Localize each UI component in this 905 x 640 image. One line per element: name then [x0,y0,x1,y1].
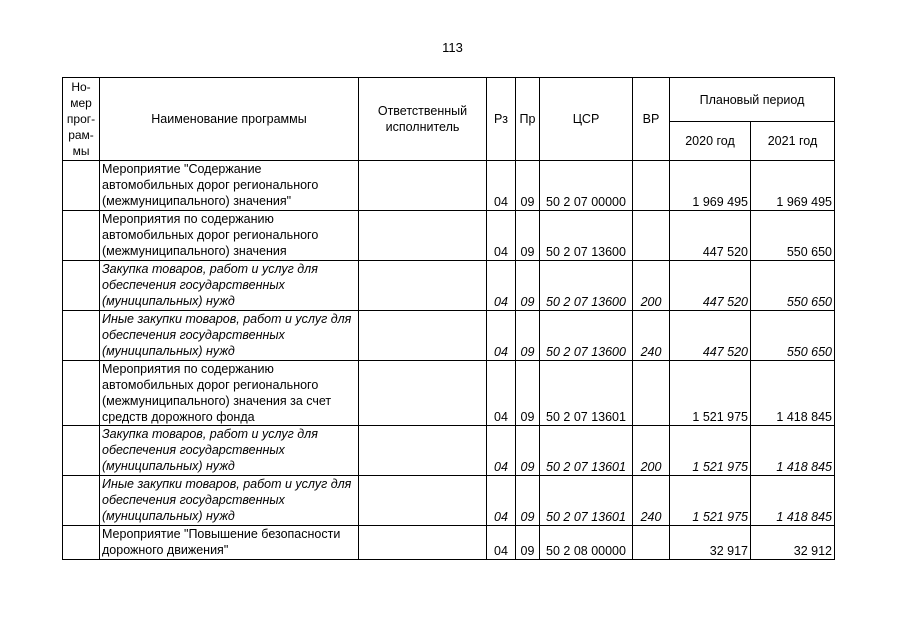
header-csr: ЦСР [540,78,633,161]
cell-vr: 200 [633,426,670,476]
cell-pr: 09 [516,476,540,526]
header-program-name: Наименование программы [100,78,359,161]
cell-2020: 447 520 [670,261,751,311]
header-executor: Ответственный исполнитель [359,78,487,161]
cell-2021: 1 418 845 [751,361,835,426]
cell-rz: 04 [487,261,516,311]
cell-2021: 550 650 [751,211,835,261]
cell-2020: 1 521 975 [670,426,751,476]
cell-rz: 04 [487,526,516,560]
cell-vr: 240 [633,311,670,361]
cell-pr: 09 [516,426,540,476]
table-row [63,361,835,426]
cell-csr: 50 2 08 00000 [540,526,633,560]
cell-vr [633,161,670,211]
cell-rz: 04 [487,476,516,526]
header-program-number: Но- мер прог- рам- мы [63,78,100,161]
table-row [63,261,835,311]
header-year-2020: 2020 год [670,122,751,161]
cell-csr: 50 2 07 13601 [540,476,633,526]
cell-vr [633,211,670,261]
cell-program-name: Мероприятия по содержанию автомобильных дорог регионального (межмуниципального) значения за счет средств дорожного фонда [100,361,359,426]
cell-2020: 1 969 495 [670,161,751,211]
cell-rz: 04 [487,311,516,361]
cell-program-number [63,211,100,261]
cell-program-number [63,361,100,426]
cell-program-number [63,476,100,526]
cell-2020: 1 521 975 [670,476,751,526]
cell-2021: 32 912 [751,526,835,560]
cell-program-name: Закупка товаров, работ и услуг для обеспечения государственных (муниципальных) нужд [100,426,359,476]
cell-rz: 04 [487,211,516,261]
cell-executor [359,311,487,361]
cell-program-number [63,526,100,560]
cell-vr [633,526,670,560]
cell-2021: 1 418 845 [751,476,835,526]
cell-pr: 09 [516,261,540,311]
cell-2020: 32 917 [670,526,751,560]
cell-vr [633,361,670,426]
cell-csr: 50 2 07 13600 [540,261,633,311]
cell-executor [359,211,487,261]
cell-executor [359,161,487,211]
cell-program-number [63,311,100,361]
cell-pr: 09 [516,211,540,261]
cell-program-name: Иные закупки товаров, работ и услуг для обеспечения государственных (муниципальных) нужд [100,311,359,361]
cell-csr: 50 2 07 13601 [540,426,633,476]
cell-csr: 50 2 07 00000 [540,161,633,211]
cell-executor [359,261,487,311]
cell-2021: 1 418 845 [751,426,835,476]
cell-executor [359,361,487,426]
cell-program-name: Иные закупки товаров, работ и услуг для обеспечения государственных (муниципальных) нужд [100,476,359,526]
cell-executor [359,476,487,526]
cell-program-number [63,161,100,211]
cell-vr: 200 [633,261,670,311]
cell-2021: 550 650 [751,311,835,361]
cell-pr: 09 [516,161,540,211]
table-row [63,426,835,476]
table-row [63,476,835,526]
cell-program-number [63,426,100,476]
header-planning-period: Плановый период [670,78,835,122]
cell-program-number [63,261,100,311]
cell-program-name: Мероприятие "Содержание автомобильных дорог регионального (межмуниципального) значения" [100,161,359,211]
cell-rz: 04 [487,426,516,476]
cell-csr: 50 2 07 13601 [540,361,633,426]
cell-csr: 50 2 07 13600 [540,311,633,361]
cell-program-name: Мероприятие "Повышение безопасности дорожного движения" [100,526,359,560]
cell-csr: 50 2 07 13600 [540,211,633,261]
cell-executor [359,526,487,560]
cell-pr: 09 [516,311,540,361]
header-rz: Рз [487,78,516,161]
table-row [63,211,835,261]
table-row [63,526,835,560]
cell-program-name: Мероприятия по содержанию автомобильных дорог регионального (межмуниципального) значения [100,211,359,261]
header-pr: Пр [516,78,540,161]
cell-executor [359,426,487,476]
header-year-2021: 2021 год [751,122,835,161]
cell-rz: 04 [487,161,516,211]
page-number: 113 [442,40,463,55]
cell-2020: 1 521 975 [670,361,751,426]
cell-2020: 447 520 [670,211,751,261]
cell-2021: 550 650 [751,261,835,311]
table-row [63,311,835,361]
header-vr: ВР [633,78,670,161]
cell-pr: 09 [516,526,540,560]
cell-program-name: Закупка товаров, работ и услуг для обеспечения государственных (муниципальных) нужд [100,261,359,311]
table-row [63,161,835,211]
budget-table [62,77,835,560]
cell-2020: 447 520 [670,311,751,361]
cell-pr: 09 [516,361,540,426]
cell-vr: 240 [633,476,670,526]
cell-2021: 1 969 495 [751,161,835,211]
cell-rz: 04 [487,361,516,426]
